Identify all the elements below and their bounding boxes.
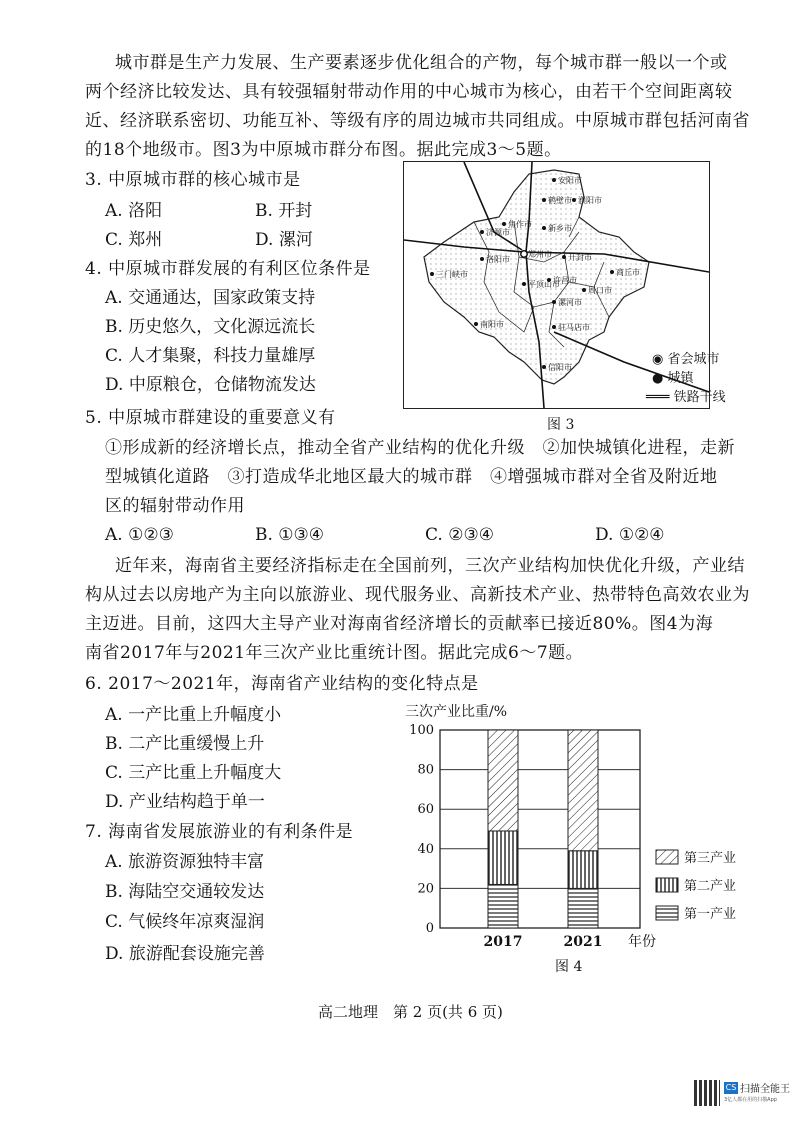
city-marker [572, 198, 576, 202]
question-7-option-b[interactable]: B. 海陆空交通较发达 [105, 882, 265, 902]
city-marker [552, 300, 556, 304]
question-6-option-c[interactable]: C. 三产比重上升幅度大 [105, 763, 282, 783]
city-label: 南阳市 [480, 320, 504, 329]
city-marker [552, 325, 556, 329]
city-marker [542, 226, 546, 230]
question-4-option-b[interactable]: B. 历史悠久，文化源远流长 [105, 317, 316, 337]
city-marker [474, 322, 478, 326]
city-label: 驻马店市 [558, 323, 590, 332]
y-tick-label: 40 [417, 841, 434, 857]
legend-town: ● 城镇 [652, 371, 694, 386]
question-4-option-c[interactable]: C. 人才集聚，科技力量雄厚 [105, 346, 316, 366]
scanner-watermark [694, 1080, 790, 1110]
passage1-line-4: 的18个地级市。图3为中原城市群分布图。据此完成3～5题。 [85, 140, 562, 160]
question-6-stem: 6. 2017～2021年，海南省产业结构的变化特点是 [85, 674, 479, 694]
bar-segment-1 [568, 888, 598, 928]
city-label: 漯河市 [558, 298, 582, 307]
passage2-line-2: 构从过去以房地产为主向以旅游业、现代服务业、高新技术产业、热带特色高效农业为 [85, 585, 750, 605]
question-5-line-1: ①形成新的经济增长点，推动全省产业结构的优化升级 ②加快城镇化进程，走新 [105, 438, 735, 458]
question-4-option-d[interactable]: D. 中原粮仓，仓储物流发达 [105, 375, 316, 395]
legend-label: 第三产业 [684, 851, 737, 866]
bar-segment-3 [568, 730, 598, 851]
question-6-option-d[interactable]: D. 产业结构趋于单一 [105, 792, 265, 812]
passage1-line-1: 城市群是生产力发展、生产要素逐步优化组合的产物，每个城市群一般以一个或 [115, 53, 728, 73]
question-5-option-a[interactable]: A. ①②③ [105, 525, 174, 545]
question-7-stem: 7. 海南省发展旅游业的有利条件是 [85, 822, 354, 842]
x-tick-label: 2017 [483, 934, 523, 950]
passage2-line-1: 近年来，海南省主要经济指标走在全国前列，三次产业结构加快优化升级，产业结 [115, 556, 745, 576]
city-marker [542, 365, 546, 369]
city-marker [480, 257, 484, 261]
question-7-option-c[interactable]: C. 气候终年凉爽湿润 [105, 912, 265, 932]
figure-4-caption: 图 4 [555, 959, 583, 975]
legend-capital: ◉ 省会城市 [652, 352, 720, 367]
city-marker [610, 270, 614, 274]
city-marker [552, 178, 556, 182]
question-5-line-3: 区的辐射带动作用 [105, 496, 245, 516]
city-marker [430, 272, 434, 276]
question-5-stem: 5. 中原城市群建设的重要意义有 [85, 408, 336, 428]
legend-label: 第一产业 [684, 907, 737, 922]
page-footer: 高二地理 第 2 页(共 6 页) [318, 1003, 503, 1021]
question-4-option-a[interactable]: A. 交通通达，国家政策支持 [105, 288, 316, 308]
city-label: 洛阳市 [486, 255, 510, 264]
question-6-option-b[interactable]: B. 二产比重缓慢上升 [105, 734, 265, 754]
city-marker [542, 198, 546, 202]
capital-city-icon: ◉ [652, 352, 664, 367]
question-3-option-c[interactable]: C. 郑州 [105, 230, 163, 250]
railway-icon: ═══ [646, 390, 670, 405]
question-3-option-d[interactable]: D. 漯河 [255, 230, 313, 250]
passage1-line-3: 近、经济联系密切、功能互补、等级有序的周边城市共同组成。中原城市群包括河南省 [85, 111, 750, 131]
figure-3-caption: 图 3 [547, 417, 575, 433]
chart-svg [400, 700, 780, 980]
legend-swatch [656, 850, 678, 864]
scanner-title: 扫描全能王 [740, 1084, 790, 1095]
figure-3-map [403, 161, 726, 409]
question-5-line-2: 型城镇化道路 ③打造成华北地区最大的城市群 ④增强城市群对全省及附近地 [105, 467, 718, 487]
city-label: 许昌市 [553, 276, 577, 285]
question-5-option-c[interactable]: C. ②③④ [425, 525, 494, 545]
legend-label: 第二产业 [684, 879, 737, 894]
city-label: 商丘市 [616, 268, 640, 277]
passage1-line-2: 两个经济比较发达、具有较强辐射带动作用的中心城市为核心，由若干个空间距离较 [85, 82, 733, 102]
y-axis-label: 三次产业比重/% [405, 704, 508, 720]
city-label: 濮阳市 [578, 196, 602, 205]
bar-segment-3 [488, 730, 518, 831]
question-5-option-d[interactable]: D. ①②④ [595, 525, 665, 545]
legend-swatch [656, 906, 678, 920]
question-7-option-d[interactable]: D. 旅游配套设施完善 [105, 944, 265, 964]
city-label: 新乡市 [548, 224, 572, 233]
city-marker [521, 251, 527, 257]
question-5-option-b[interactable]: B. ①③④ [255, 525, 325, 545]
city-label: 焦作市 [508, 220, 532, 229]
y-tick-label: 20 [417, 881, 434, 897]
figure-4-chart [400, 700, 780, 980]
bar-segment-1 [488, 884, 518, 928]
passage2-line-4: 南省2017年与2021年三次产业比重统计图。据此完成6～7题。 [85, 643, 584, 663]
city-label: 济源市 [486, 228, 510, 237]
city-label: 安阳市 [558, 176, 582, 185]
legend-railway: ═══ 铁路干线 [646, 390, 726, 405]
city-label: 平顶山市 [528, 280, 560, 289]
city-marker [522, 282, 526, 286]
city-label: 信阳市 [548, 363, 572, 372]
qr-code-icon [694, 1080, 720, 1106]
city-marker [480, 230, 484, 234]
city-label: 开封市 [568, 253, 592, 262]
passage2-line-3: 主迈进。目前，这四大主导产业对海南省经济增长的贡献率已接近80%。图4为海 [85, 614, 714, 634]
city-marker [582, 288, 586, 292]
plot-frame [440, 730, 640, 928]
legend-swatch [656, 878, 678, 892]
question-4-stem: 4. 中原城市群发展的有利区位条件是 [85, 259, 371, 279]
city-label: 鹤壁市 [548, 196, 572, 205]
question-7-option-a[interactable]: A. 旅游资源独特丰富 [105, 852, 265, 872]
y-tick-label: 80 [417, 762, 434, 778]
question-3-option-a[interactable]: A. 洛阳 [105, 201, 163, 221]
city-marker [562, 255, 566, 259]
city-marker [502, 222, 506, 226]
scanner-subtitle: 3亿人都在用的扫描App [724, 1097, 777, 1103]
scanner-badge: CS [725, 1083, 737, 1092]
y-tick-label: 60 [417, 802, 434, 818]
question-6-option-a[interactable]: A. 一产比重上升幅度小 [105, 705, 282, 725]
question-3-option-b[interactable]: B. 开封 [255, 201, 313, 221]
x-axis-label: 年份 [628, 934, 656, 950]
bar-segment-2 [488, 831, 518, 884]
city-label: 周口市 [588, 286, 612, 295]
city-label: 郑州市 [528, 250, 552, 259]
x-tick-label: 2021 [563, 934, 603, 950]
y-tick-label: 100 [409, 723, 434, 738]
town-dot-icon: ● [652, 371, 664, 386]
y-tick-label: 0 [425, 921, 434, 936]
question-3-stem: 3. 中原城市群的核心城市是 [85, 170, 301, 190]
bar-segment-2 [568, 851, 598, 889]
city-label: 三门峡市 [436, 270, 468, 279]
